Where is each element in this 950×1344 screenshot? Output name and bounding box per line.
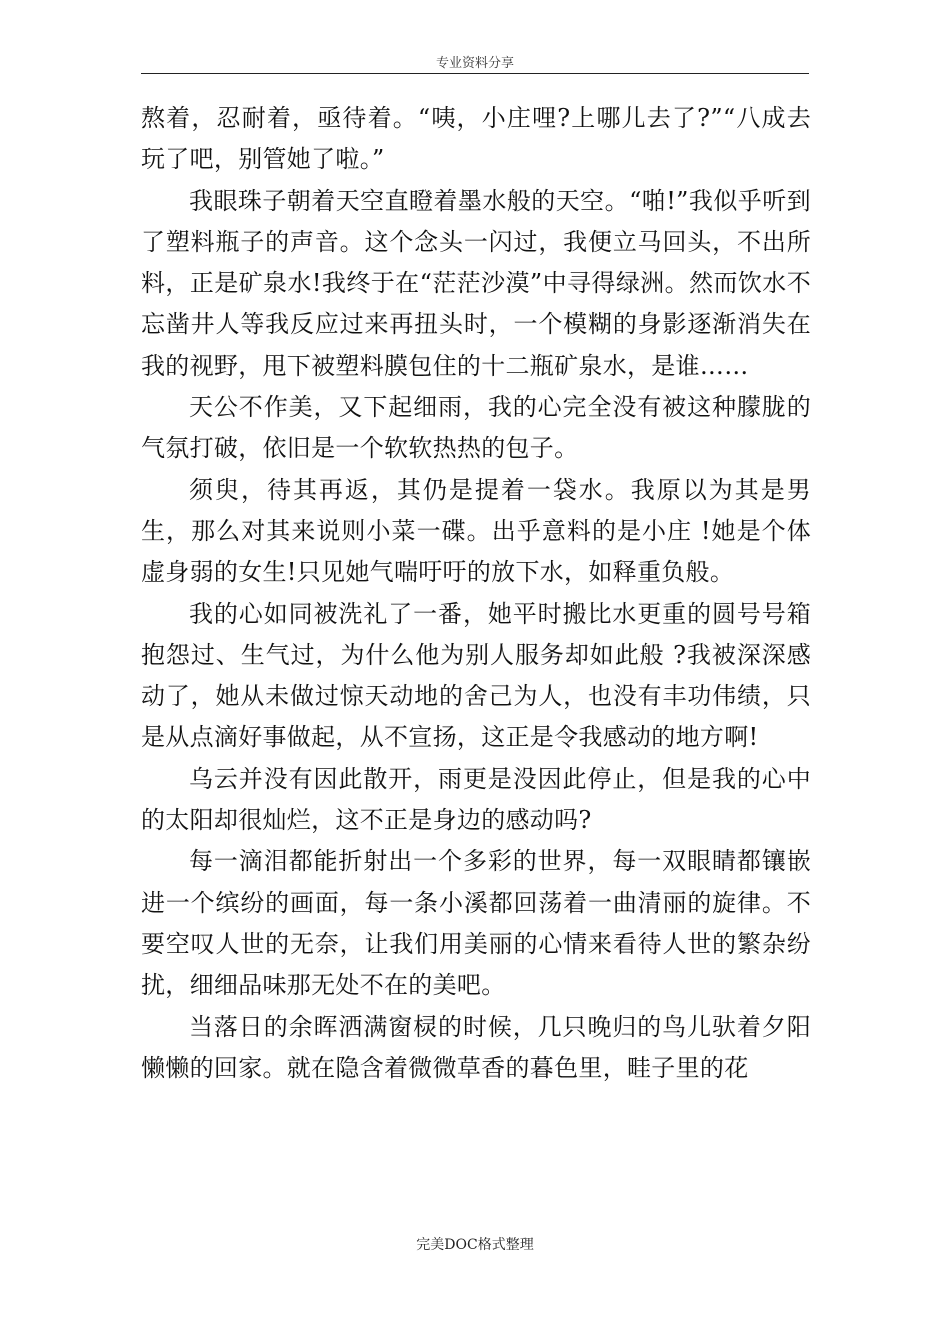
paragraph-6: 乌云并没有因此散开，雨更是没因此停止，但是我的心中的太阳却很灿烂，这不正是身边的感动吗? [141,764,811,835]
paragraph-7: 每一滴泪都能折射出一个多彩的世界，每一双眼睛都镶嵌进一个缤纷的画面，每一条小溪都回荡着一曲清丽的旋律。不要空叹人世的无奈，让我们用美丽的心情来看待人世的繁杂纷扰，细细品味那无处不在的美吧。 [141,847,811,1000]
page-header: 专业资料分享 [435,56,514,71]
page-footer: 完美DOC格式整理 [416,1237,534,1253]
paragraph-5: 我的心如同被洗礼了一番，她平时搬比水更重的圆号号箱抱怨过、生气过，为什么他为别人服务却如此般 ?我被深深感动了，她从未做过惊天动地的舍己为人，也没有丰功伟绩，只是从点滴好事做起，从不宣扬，这正是令我感动的地方啊! [141,599,811,752]
paragraph-3: 天公不作美，又下起细雨，我的心完全没有被这种朦胧的气氛打破，依旧是一个软软热热的包子。 [141,393,811,463]
paragraph-8: 当落日的余晖洒满窗棂的时候，几只晚归的鸟儿驮着夕阳懒懒的回家。就在隐含着微微草香的暮色里，畦子里的花 [141,1012,811,1082]
document-body [141,98,811,1089]
paragraph-4: 须臾，待其再返，其仍是提着一袋水。我原以为其是男生，那么对其来说则小菜一碟。出乎意料的是小庄 !她是个体虚身弱的女生!只见她气喘吁吁的放下水，如释重负般。 [141,475,811,587]
paragraph-1: 熬着，忍耐着，亟待着。“咦，小庄哩?上哪儿去了?”“八成去玩了吧，别管她了啦。” [141,104,811,174]
paragraph-2: 我眼珠子朝着天空直瞪着墨水般的天空。“啪!”我似乎听到了塑料瓶子的声音。这个念头一闪过，我便立马回头，不出所料，正是矿泉水!我终于在“茫茫沙漠”中寻得绿洲。然而饮水不忘凿井人等我反应过来再扭头时，一个模糊的身影逐渐消失在我的视野，甩下被塑料膜包住的十二瓶矿泉水，是谁…… [141,186,811,380]
header-divider [141,73,809,74]
